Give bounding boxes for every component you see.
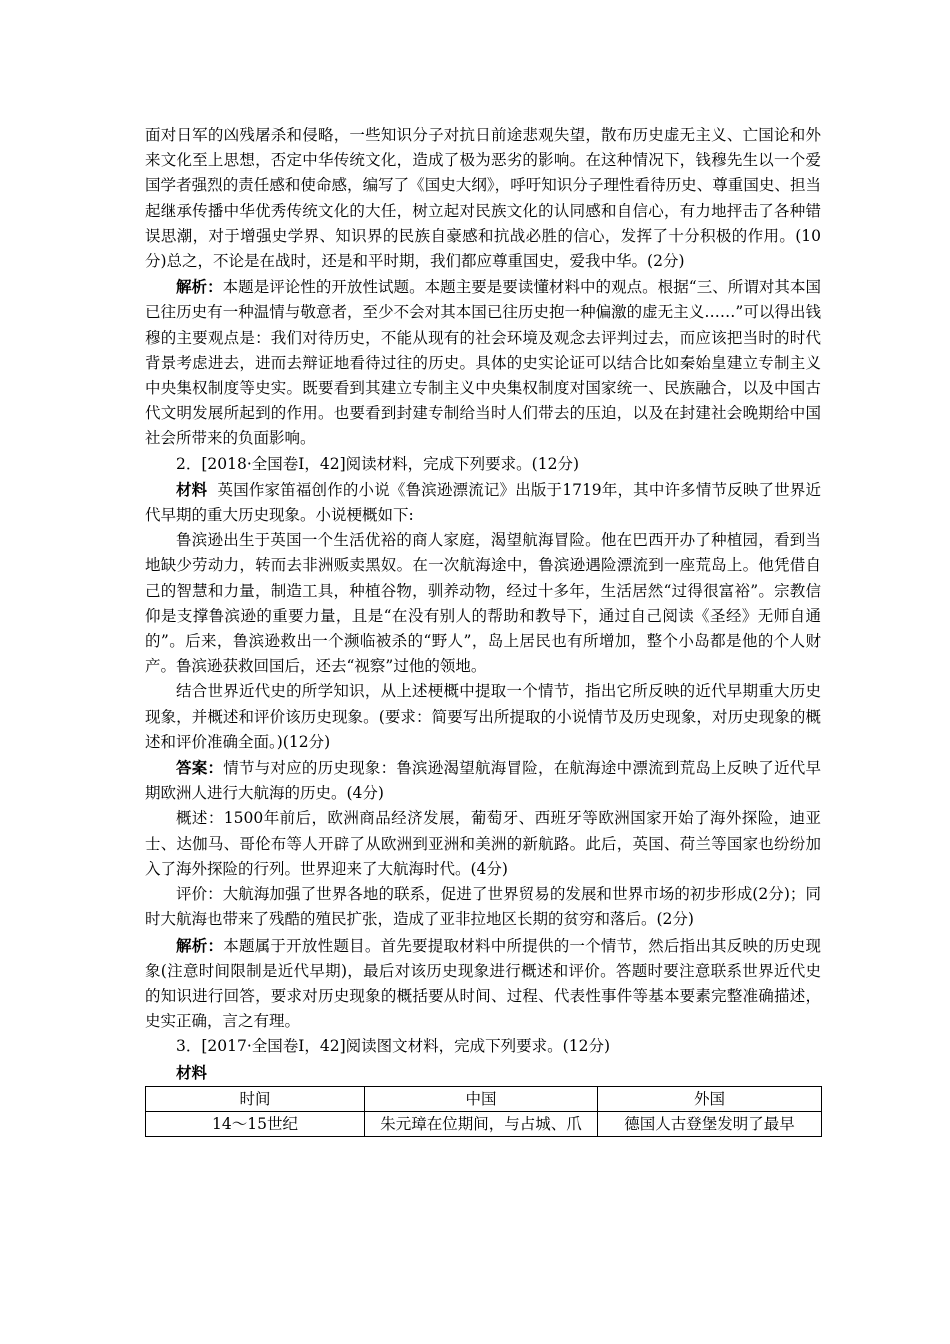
table-row bbox=[146, 1111, 822, 1136]
q2-material-intro bbox=[145, 477, 821, 528]
q1-analysis bbox=[145, 274, 821, 451]
table-header-cell: 中国 bbox=[365, 1086, 598, 1111]
q2-heading: 2．[2018·全国卷Ⅰ，42]阅读材料，完成下列要求。(12分) bbox=[176, 454, 579, 473]
q2-task: 结合世界近代史的所学知识，从上述梗概中提取一个情节，指出它所反映的近代早期重大历史现象，并概述和评价该历史现象。(要求：简要写出所提取的小说情节及历史现象，对历史现象的概述和评价准确全面。)(12分) bbox=[145, 682, 821, 751]
q2-evaluation: 评价：大航海加强了世界各地的联系，促进了世界贸易的发展和世界市场的初步形成(2分)；同时大航海也带来了残酷的殖民扩张，造成了亚非拉地区长期的贫穷和落后。(2分) bbox=[145, 885, 821, 929]
q3-heading: 3．[2017·全国卷Ⅰ，42]阅读图文材料，完成下列要求。(12分) bbox=[176, 1037, 610, 1056]
material-intro-text: 英国作家笛福创作的小说《鲁滨逊漂流记》出版于1719年，其中许多情节反映了世界近代早期的重大历史现象。小说梗概如下: bbox=[145, 480, 822, 525]
answer-text: 情节与对应的历史现象：鲁滨逊渴望航海冒险，在航海途中漂流到荒岛上反映了近代早期欧洲人进行大航海的历史。(4分) bbox=[145, 759, 821, 803]
analysis-text: 本题属于开放性题目。首先要提取材料中所提供的一个情节，然后指出其反映的历史现象(注意时间限制是近代早期)，最后对该历史现象进行概述和评价。答题时要注意联系世界近代史的知识进行回答，要求对历史现象的概括要从时间、过程、代表性事件等基本要素完整准确描述，史实正确，言之有理。 bbox=[145, 936, 821, 1031]
material-label: 材料 bbox=[176, 479, 208, 499]
table-cell: 德国人古登堡发明了最早 bbox=[598, 1111, 822, 1136]
table-header-row bbox=[146, 1086, 822, 1111]
table-cell: 14～15世纪 bbox=[146, 1111, 365, 1136]
q1-answer-tail: 面对日军的凶残屠杀和侵略，一些知识分子对抗日前途悲观失望，散布历史虚无主义、亡国论和外来文化至上思想，否定中华传统文化，造成了极为恶劣的影响。在这种情况下，钱穆先生以一个爱国学者强烈的责任感和使命感，编写了《国史大纲》，呼吁知识分子理性看待历史、尊重国史、担当起继承传播中华优秀传统文化的大任，树立起对民族文化的认同感和自信心，有力地抨击了各种错误思潮，对于增强史学界、知识界的民族自豪感和抗战必胜的信心，发挥了十分积极的作用。(10分)总之，不论是在战时，还是和平时期，我们都应尊重国史，爱我中华。(2分) bbox=[145, 126, 821, 271]
document-content bbox=[145, 123, 821, 1137]
analysis-text: 本题是评论性的开放性试题。本题主要是要读懂材料中的观点。根据“三、所谓对其本国已往历史有一种温情与敬意者，至少不会对其本国已往历史抱一种偏激的虚无主义……”可以得出钱穆的主要观点是：我们对待历史，不能从现有的社会环境及观念去评判过去，而应该把当时的时代背景考虑进去，进而去辩证地看待过往的历史。具体的史实论证可以结合比如秦始皇建立专制主义中央集权制度等史实。既要看到其建立专制主义中央集权制度对国家统一、民族融合，以及中国古代文明发展所起到的作用。也要看到封建专制给当时人们带去的压迫，以及在封建社会晚期给中国社会所带来的负面影响。 bbox=[145, 278, 821, 448]
q2-answer bbox=[145, 755, 821, 806]
material-table bbox=[145, 1086, 822, 1137]
table-header-cell: 外国 bbox=[598, 1086, 822, 1111]
analysis-label: 解析： bbox=[176, 277, 223, 297]
q3-material-label: 材料 bbox=[176, 1062, 208, 1082]
table-cell: 朱元璋在位期间，与占城、爪 bbox=[365, 1111, 598, 1136]
q2-summary: 概述：1500年前后，欧洲商品经济发展，葡萄牙、西班牙等欧洲国家开始了海外探险，迪亚士、达伽马、哥伦布等人开辟了从欧洲到亚洲和美洲的新航路。此后，英国、荷兰等国家也纷纷加入了海外探险的行列。世界迎来了大航海时代。(4分) bbox=[145, 809, 821, 878]
analysis-label: 解析： bbox=[176, 935, 224, 955]
table-header-cell: 时间 bbox=[146, 1086, 365, 1111]
q2-material-body: 鲁滨逊出生于英国一个生活优裕的商人家庭，渴望航海冒险。他在巴西开办了种植园，看到当地缺少劳动力，转而去非洲贩卖黑奴。在一次航海途中，鲁滨逊遇险漂流到一座荒岛上。他凭借自己的智慧和力量，制造工具，种植谷物，驯养动物，经过十多年，生活居然“过得很富裕”。宗教信仰是支撑鲁滨逊的重要力量，且是“在没有别人的帮助和教导下，通过自己阅读《圣经》无师自通的”。后来，鲁滨逊救出一个濒临被杀的“野人”，岛上居民也有所增加，整个小岛都是他的个人财产。鲁滨逊获救回国后，还去“视察”过他的领地。 bbox=[145, 531, 821, 676]
q2-analysis bbox=[145, 933, 821, 1035]
answer-label: 答案： bbox=[176, 758, 224, 778]
